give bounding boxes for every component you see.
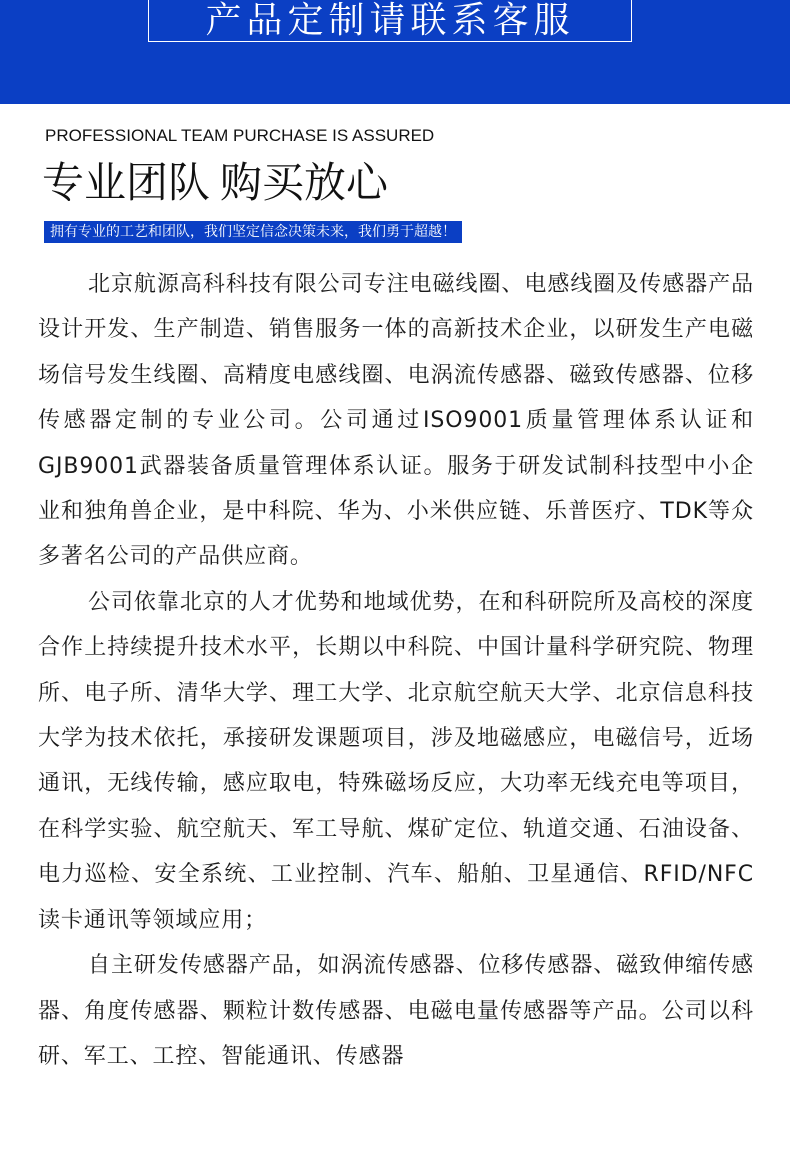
description-paragraph: 自主研发传感器产品，如涡流传感器、位移传感器、磁致伸缩传感器、角度传感器、颗粒计数传感器、电磁电量传感器等产品。公司以科研、军工、工控、智能通讯、传感器 xyxy=(38,953,754,1069)
description-paragraph: 公司依靠北京的人才优势和地域优势，在和科研院所及高校的深度合作上持续提升技术水平，长期以中科院、中国计量科学研究院、物理所、电子所、清华大学、理工大学、北京航空航天大学、北京信息科技大学为技术依托，承接研发课题项目，涉及地磁感应，电磁信号，近场通讯，无线传输，感应取电，特殊磁场反应，大功率无线充电等项目，在科学实验、航空航天、军工导航、煤矿定位、轨道交通、石油设备、电力巡检、安全系统、工业控制、汽车、船舶、卫星通信、RFID/NFC读卡通讯等领域应用； xyxy=(38,589,754,933)
section-tagline: 拥有专业的工艺和团队，我们坚定信念决策未来，我们勇于超越！ xyxy=(44,221,462,243)
banner-title: 产品定制请联系客服 xyxy=(205,0,575,41)
company-description xyxy=(38,262,754,1079)
description-paragraph: 北京航源高科科技有限公司专注电磁线圈、电感线圈及传感器产品设计开发、生产制造、销售服务一体的高新技术企业，以研发生产电磁场信号发生线圈、高精度电感线圈、电涡流传感器、磁致传感器、位移传感器定制的专业公司。公司通过ISO9001质量管理体系认证和GJB9001武器装备质量管理体系认证。服务于研发试制科技型中小企业和独角兽企业，是中科院、华为、小米供应链、乐普医疗、TDK等众多著名公司的产品供应商。 xyxy=(38,272,754,570)
section-eyebrow: PROFESSIONAL TEAM PURCHASE IS ASSURED xyxy=(45,126,435,145)
headline-part-assured: 购买放心 xyxy=(220,158,389,207)
section-headline xyxy=(42,156,388,210)
top-banner xyxy=(0,0,790,104)
banner-title-box xyxy=(148,0,632,42)
headline-part-team: 专业团队 xyxy=(42,158,211,207)
